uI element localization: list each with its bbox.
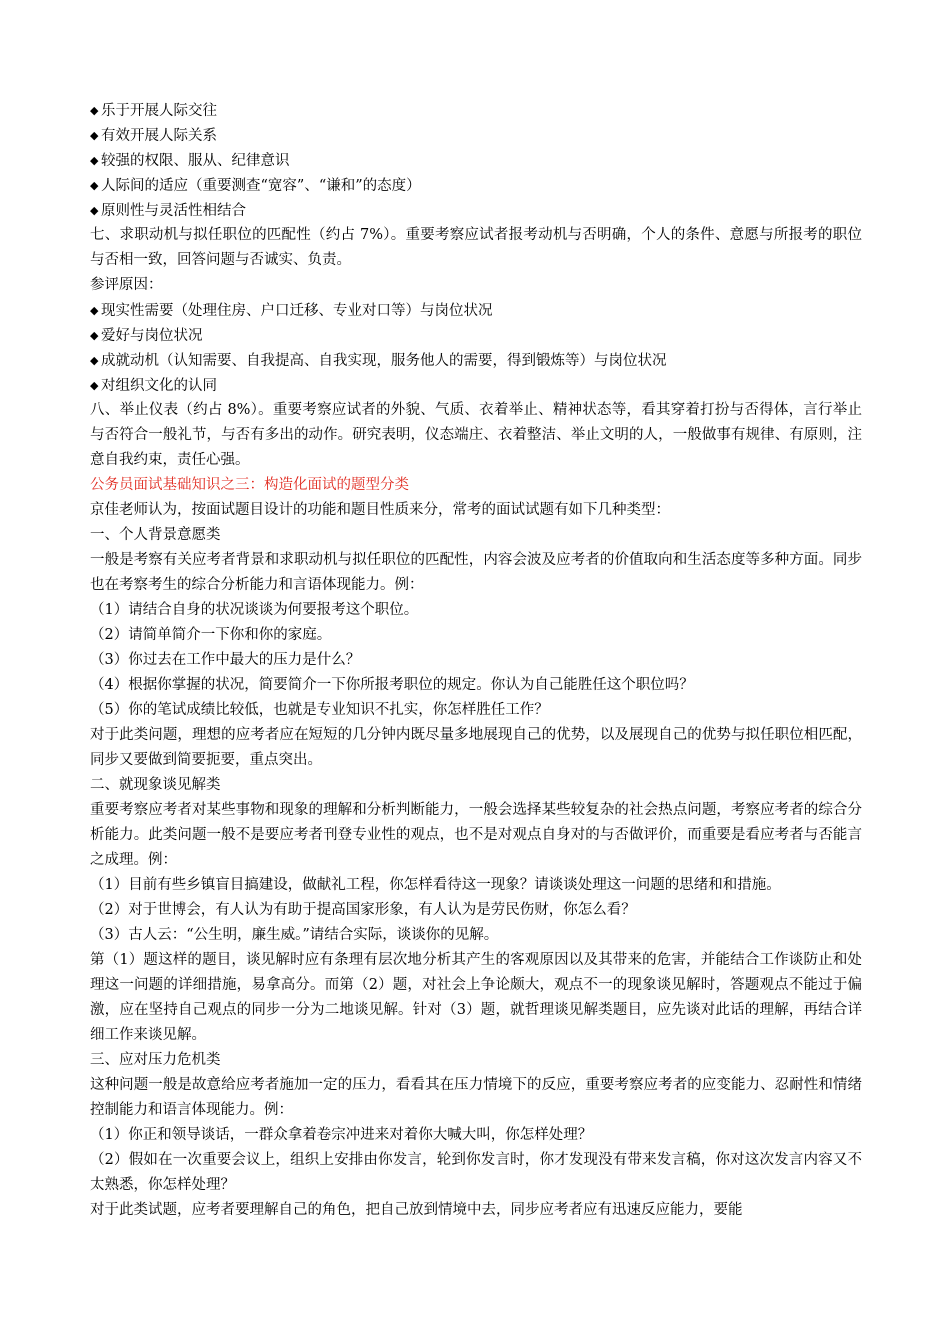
reference-title: 参评原因：: [90, 277, 163, 293]
type-3-summary: 对于此类试题，应考者要理解自己的角色，把自己放到情境中去，同步应考者应有迅速反应能力，要能: [90, 1202, 743, 1218]
type-2-summary: 第（1）题这样的题目，谈见解时应有条理有层次地分析其产生的客观原因以及其带来的危害，并能结合工作谈防止和处理这一问题的详细措施，易拿高分。而第（2）题，对社会上争论颇大，观点不一的现象谈见解时，答题观点不能过于偏激，应在坚持自己观点的同步一分为二地谈见解。针对（3）题，就哲理谈见解类题目，应先谈对此话的理解，再结合详细工作来谈见解。: [90, 952, 862, 1043]
question-item: （5）你的笔试成绩比较低，也就是专业知识不扎实，你怎样胜任工作？: [90, 702, 549, 718]
type-3-title: 三、应对压力危机类: [90, 1052, 221, 1068]
bullet-item: ◆ 原则性与灵活性相结合: [90, 198, 862, 223]
diamond-bullet-icon: ◆: [90, 179, 99, 192]
red-section-heading: 公务员面试基础知识之三：构造化面试的题型分类: [90, 477, 409, 493]
question-item: （4）根据你掌握的状况，简要简介一下你所报考职位的规定。你认为自己能胜任这个职位吗？: [90, 677, 694, 693]
question-item: （3）古人云：“公生明，廉生威。”请结合实际，谈谈你的见解。: [90, 927, 499, 943]
bullet-item: ◆ 较强的权限、服从、纪律意识: [90, 148, 862, 173]
question-item: （1）你正和领导谈话，一群众拿着卷宗冲进来对着你大喊大叫，你怎样处理？: [90, 1127, 593, 1143]
diamond-bullet-icon: ◆: [90, 379, 99, 392]
bullet-item: ◆ 乐于开展人际交往: [90, 98, 862, 123]
type-1-summary: 对于此类问题，理想的应考者应在短短的几分钟内既尽量多地展现自己的优势，以及展现自己的优势与拟任职位相匹配，同步又要做到简要扼要，重点突出。: [90, 727, 862, 768]
diamond-bullet-icon: ◆: [90, 104, 99, 117]
bullet-item: ◆ 成就动机（认知需要、自我提高、自我实现，服务他人的需要，得到锻炼等）与岗位状况: [90, 348, 862, 373]
diamond-bullet-icon: ◆: [90, 204, 99, 217]
question-item: （2）假如在一次重要会议上，组织上安排由你发言，轮到你发言时，你才发现没有带来发言稿，你对这次发言内容又不太熟悉，你怎样处理？: [90, 1152, 862, 1193]
bullet-item: ◆ 现实性需要（处理住房、户口迁移、专业对口等）与岗位状况: [90, 298, 862, 323]
diamond-bullet-icon: ◆: [90, 304, 99, 317]
question-item: （1）目前有些乡镇盲目搞建设，做献礼工程，你怎样看待这一现象？请谈谈处理这一问题的思绪和和措施。: [90, 877, 781, 893]
bullet-item: ◆ 人际间的适应（重要测查“宽容”、“谦和”的态度）: [90, 173, 862, 198]
diamond-bullet-icon: ◆: [90, 329, 99, 342]
type-1-description: 一般是考察有关应考者背景和求职动机与拟任职位的匹配性，内容会波及应考者的价值取向和生活态度等多种方面。同步也在考察考生的综合分析能力和言语体现能力。例：: [90, 552, 862, 593]
question-item: （2）对于世博会，有人认为有助于提高国家形象，有人认为是劳民伤财，你怎么看？: [90, 902, 636, 918]
type-2-title: 二、就现象谈见解类: [90, 777, 221, 793]
section-8-paragraph: 八、举止仪表（约占 8%）。重要考察应试者的外貌、气质、衣着举止、精神状态等，看其穿着打扮与否得体，言行举止与否符合一般礼节，与否有多出的动作。研究表明，仪态端庄、衣着整洁、举止文明的人，一般做事有规律、有原则，注意自我约束，责任心强。: [90, 402, 862, 468]
document-page: [90, 98, 862, 1223]
diamond-bullet-icon: ◆: [90, 354, 99, 367]
diamond-bullet-icon: ◆: [90, 129, 99, 142]
type-2-description: 重要考察应考者对某些事物和现象的理解和分析判断能力，一般会选择某些较复杂的社会热点问题，考察应考者的综合分析能力。此类问题一般不是要应考者刊登专业性的观点，也不是对观点自身对的与否做评价，而重要是看应考者与否能言之成理。例：: [90, 802, 862, 868]
intro-line: 京佳老师认为，按面试题目设计的功能和题目性质来分，常考的面试试题有如下几种类型：: [90, 502, 670, 518]
type-3-description: 这种问题一般是故意给应考者施加一定的压力，看看其在压力情境下的反应，重要考察应考者的应变能力、忍耐性和情绪控制能力和语言体现能力。例：: [90, 1077, 862, 1118]
bullet-item: ◆ 对组织文化的认同: [90, 373, 862, 398]
question-item: （1）请结合自身的状况谈谈为何要报考这个职位。: [90, 602, 419, 618]
bullet-item: ◆ 爱好与岗位状况: [90, 323, 862, 348]
bullet-item: ◆ 有效开展人际关系: [90, 123, 862, 148]
type-1-title: 一、个人背景意愿类: [90, 527, 221, 543]
diamond-bullet-icon: ◆: [90, 154, 99, 167]
section-7-paragraph: 七、求职动机与拟任职位的匹配性（约占 7%）。重要考察应试者报考动机与否明确，个人的条件、意愿与所报考的职位与否相一致，回答问题与否诚实、负责。: [90, 227, 862, 268]
question-item: （3）你过去在工作中最大的压力是什么？: [90, 652, 361, 668]
question-item: （2）请简单简介一下你和你的家庭。: [90, 627, 332, 643]
